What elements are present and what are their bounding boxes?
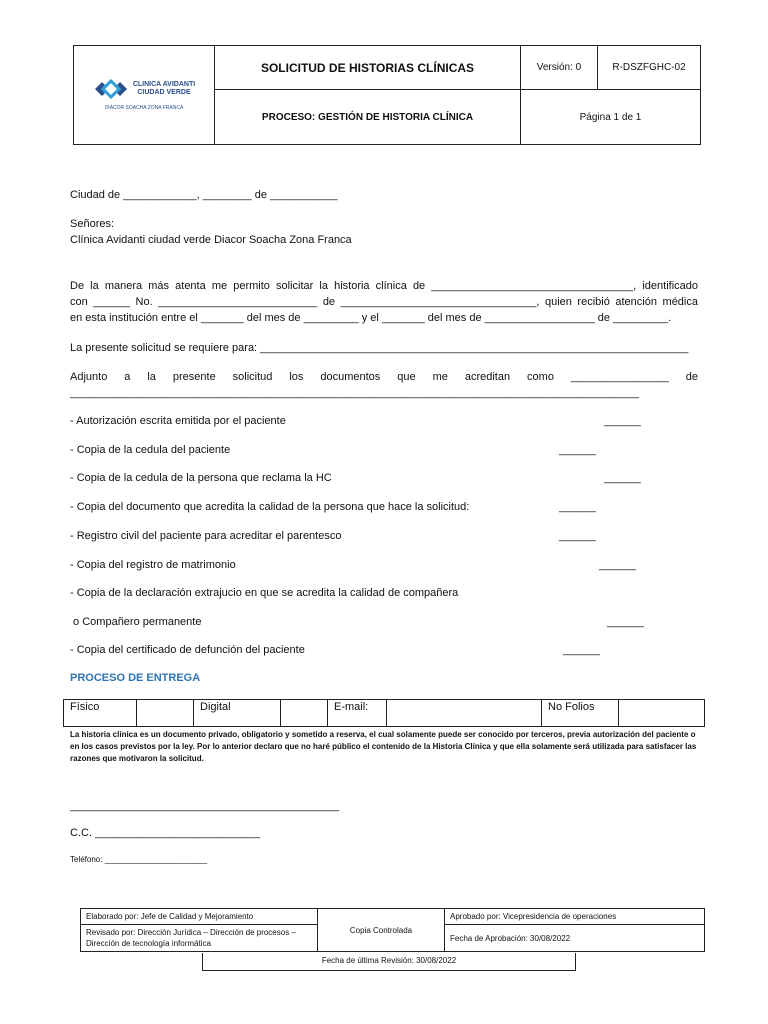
- checklist-item-label: - Copia de la cedula de la persona que reclama la HC: [70, 472, 332, 484]
- logo-line-1: CLINICA AVIDANTI: [132, 81, 196, 88]
- greeting: Señores:: [70, 218, 115, 230]
- delivery-physical-field[interactable]: [137, 700, 194, 727]
- purpose-line: La presente solicitud se requiere para: ______________________________________________________________________: [70, 342, 689, 354]
- request-paragraph-line-1: De la manera más atenta me permito solicitar la historia clínica de _________________________________, identificado: [70, 280, 698, 292]
- legal-notice: La historia clínica es un documento privado, obligatorio y sometido a reserva, el cual solamente puede ser conocido por terceros, previa autorización del paciente o en los casos previstos por la ley. Por lo anterior declaro que no haré público el contenido de la Historia Clínica y que ella solamente será utilizada para satisfacer las razones que motivaron la solicitud.: [70, 730, 697, 763]
- phone-field[interactable]: Teléfono: _______________________: [70, 855, 208, 864]
- delivery-digital-label: Digital: [194, 700, 281, 727]
- logo-cell: [74, 46, 215, 145]
- delivery-email-field[interactable]: [387, 700, 542, 727]
- checklist-item-blank: ______: [604, 415, 641, 427]
- checklist-item-blank: ______: [607, 616, 644, 628]
- delivery-folios-field[interactable]: [619, 700, 705, 727]
- delivery-table: [63, 699, 705, 727]
- cc-field[interactable]: C.C. ___________________________: [70, 827, 261, 839]
- reviewed-by: Revisado por: Dirección Jurídica – Dirección de procesos – Dirección de tecnología informática: [81, 925, 318, 952]
- checklist-item-label: - Copia del certificado de defunción del paciente: [70, 644, 305, 656]
- checklist-item-blank: ______: [604, 472, 641, 484]
- delivery-heading: PROCESO DE ENTREGA: [70, 672, 201, 684]
- clinic-logo: [74, 79, 214, 111]
- delivery-folios-label: No Folios: [542, 700, 619, 727]
- checklist-item-blank: ______: [563, 644, 600, 656]
- signature-line[interactable]: ____________________________________________: [70, 800, 340, 812]
- page-number: Página 1 de 1: [521, 90, 701, 145]
- attachment-line-1: Adjunto a la presente solicitud los documentos que me acreditan como ________________ de: [70, 371, 698, 383]
- delivery-email-label: E-mail:: [328, 700, 387, 727]
- delivery-physical-label: Físico: [64, 700, 137, 727]
- request-paragraph-line-2: con ______ No. __________________________ de ________________________________, quien recibió atención médica: [70, 296, 698, 308]
- checklist-item-label: - Copia del registro de matrimonio: [70, 559, 236, 571]
- document-title: SOLICITUD DE HISTORIAS CLÍNICAS: [215, 46, 521, 90]
- logo-line-2: CIUDAD VERDE: [137, 89, 191, 96]
- checklist-item-blank: ______: [559, 530, 596, 542]
- checklist-item-label: - Copia de la declaración extrajucio en que se acredita la calidad de compañera: [70, 587, 459, 599]
- checklist-item-label: - Copia de la cedula del paciente: [70, 444, 231, 456]
- request-paragraph-line-3: en esta institución entre el _______ del mes de _________ y el _______ del mes de __________________ de _________.: [70, 312, 672, 324]
- checklist-item-label: o Compañero permanente: [70, 616, 202, 628]
- document-code: R-DSZFGHC-02: [598, 46, 701, 90]
- logo-subtitle: DIACOR SOACHA ZONA FRANCA: [104, 105, 184, 111]
- checklist-item-blank: ______: [599, 559, 636, 571]
- city-date-line: Ciudad de ____________, ________ de ___________: [70, 189, 338, 201]
- checklist-item-label: - Copia del documento que acredita la calidad de la persona que hace la solicitud:: [70, 501, 470, 513]
- approval-date: Fecha de Aprobación: 30/08/2022: [445, 925, 705, 952]
- delivery-digital-field[interactable]: [281, 700, 328, 727]
- checklist-item-blank: ______: [559, 444, 596, 456]
- approved-by: Aprobado por: Vicepresidencia de operaciones: [445, 909, 705, 925]
- document-header: [73, 45, 701, 145]
- version: Versión: 0: [521, 46, 598, 90]
- checklist-item-label: - Autorización escrita emitida por el paciente: [70, 415, 286, 427]
- elaborated-by: Elaborado por: Jefe de Calidad y Mejoramiento: [81, 909, 318, 925]
- process-name: PROCESO: GESTIÓN DE HISTORIA CLÍNICA: [215, 90, 521, 145]
- attachment-line-2: _____________________________________________________________________________________________: [70, 387, 639, 399]
- checklist-item-blank: ______: [559, 501, 596, 513]
- last-revision-date: Fecha de última Revisión: 30/08/2022: [202, 953, 576, 971]
- approval-table: [80, 908, 705, 952]
- checklist-item-label: - Registro civil del paciente para acreditar el parentesco: [70, 530, 342, 542]
- controlled-copy: Copia Controlada: [318, 909, 445, 952]
- recipient: Clínica Avidanti ciudad verde Diacor Soacha Zona Franca: [70, 234, 352, 246]
- logo-icon: [93, 79, 129, 99]
